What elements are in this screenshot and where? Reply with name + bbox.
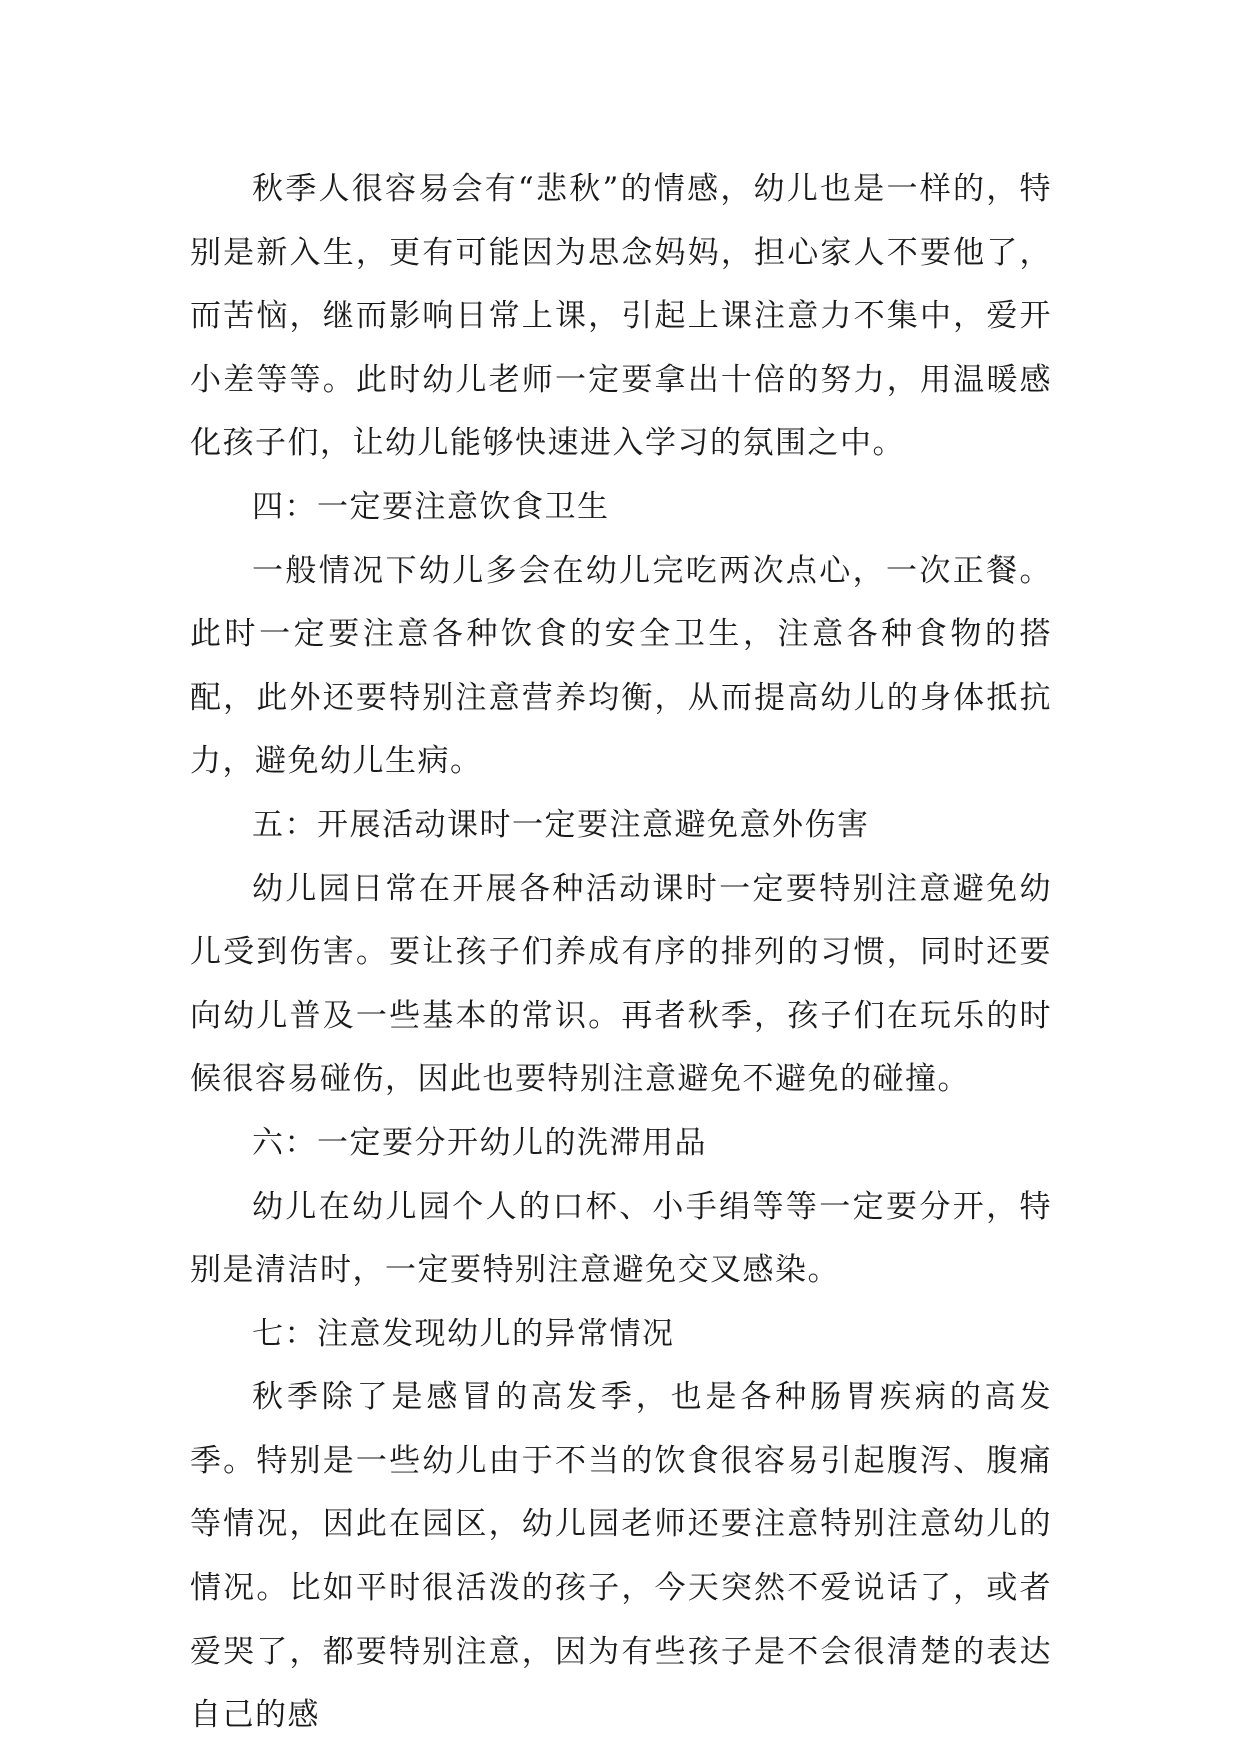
document-body [190, 158, 1052, 1748]
body-paragraph: 一般情况下幼儿多会在幼儿完吃两次点心，一次正餐。此时一定要注意各种饮食的安全卫生，注意各种食物的搭配，此外还要特别注意营养均衡，从而提高幼儿的身体抵抗力，避免幼儿生病。 [190, 552, 1052, 780]
body-paragraph: 幼儿园日常在开展各种活动课时一定要特别注意避免幼儿受到伤害。要让孩子们养成有序的排列的习惯，同时还要向幼儿普及一些基本的常识。再者秋季，孩子们在玩乐的时候很容易碰伤，因此也要特别注意避免不避免的碰撞。 [190, 870, 1052, 1098]
section-heading-6: 六：一定要分开幼儿的洗滞用品 [252, 1124, 707, 1161]
body-paragraph: 秋季人很容易会有“悲秋”的情感，幼儿也是一样的，特别是新入生，更有可能因为思念妈妈，担心家人不要他了，而苦恼，继而影响日常上课，引起上课注意力不集中，爱开小差等等。此时幼儿老师一定要拿出十倍的努力，用温暖感化孩子们，让幼儿能够快速进入学习的氛围之中。 [190, 171, 1052, 462]
section-heading-7: 七：注意发现幼儿的异常情况 [252, 1315, 675, 1352]
section-heading-5: 五：开展活动课时一定要注意避免意外伤害 [252, 806, 870, 843]
body-paragraph: 幼儿在幼儿园个人的口杯、小手绢等等一定要分开，特别是清洁时，一定要特别注意避免交叉感染。 [190, 1188, 1052, 1289]
body-paragraph: 秋季除了是感冒的高发季，也是各种肠胃疾病的高发季。特别是一些幼儿由于不当的饮食很容易引起腹泻、腹痛等情况，因此在园区，幼儿园老师还要注意特别注意幼儿的情况。比如平时很活泼的孩子，今天突然不爱说话了，或者爱哭了，都要特别注意，因为有些孩子是不会很清楚的表达自己的感 [190, 1379, 1052, 1734]
section-heading-4: 四：一定要注意饮食卫生 [252, 488, 610, 525]
